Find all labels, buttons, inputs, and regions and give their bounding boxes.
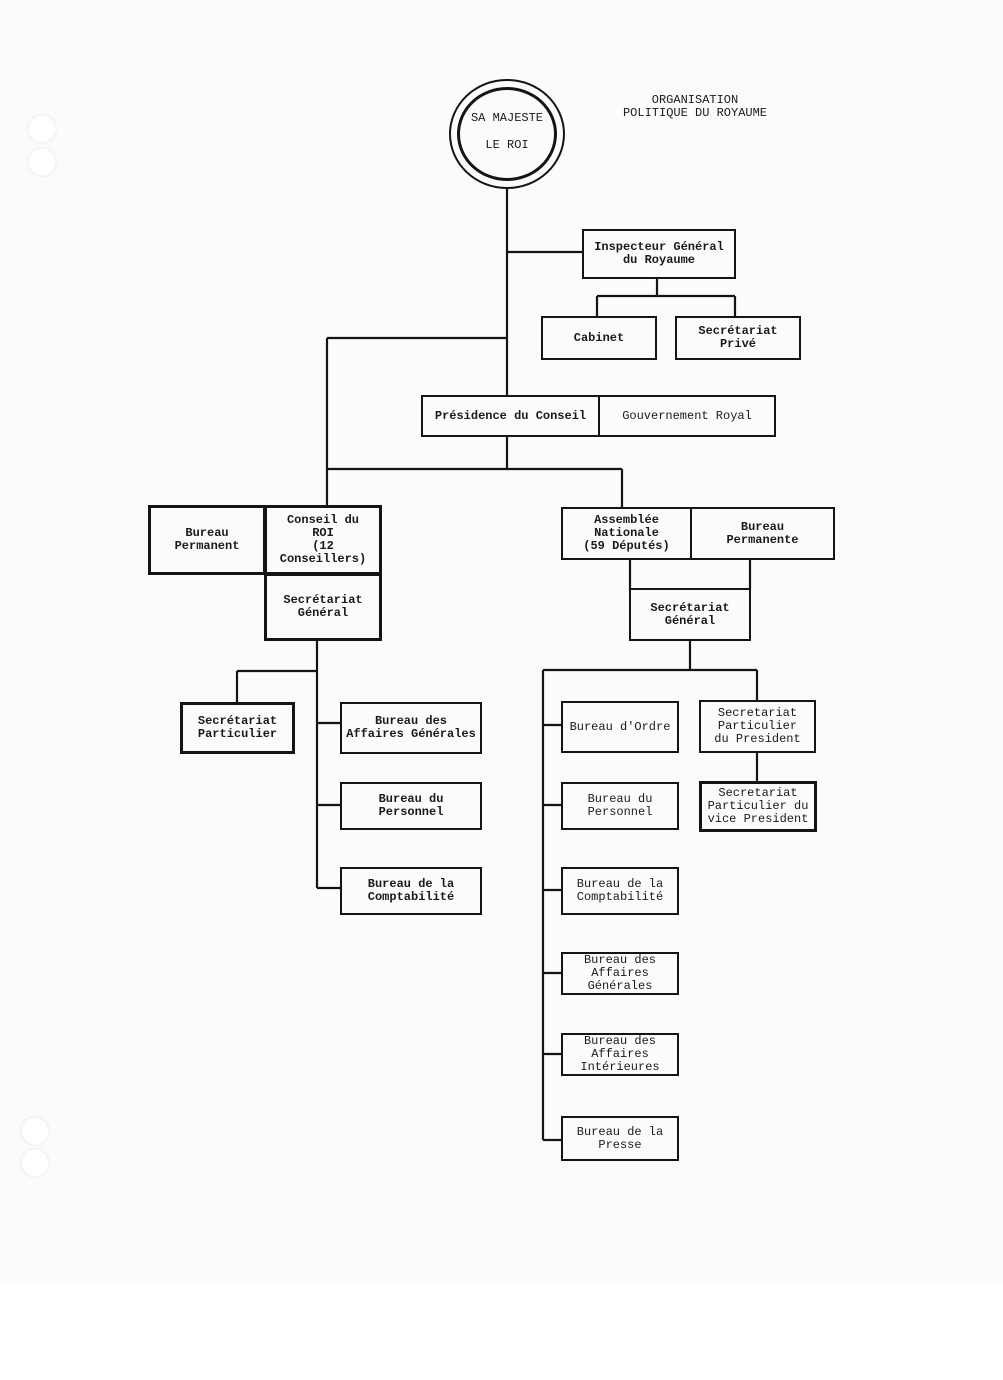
presidence-conseil-box (421, 395, 600, 437)
right-secretariat-general-box (629, 588, 751, 641)
right-personnel-label: Bureau du Personnel (587, 792, 653, 819)
left-secretariat-general-label: Secrétariat Général (283, 593, 363, 620)
king-node (449, 79, 565, 189)
left-personnel-label: Bureau du Personnel (378, 792, 444, 819)
right-affaires-generales-label: Bureau des Affaires Générales (583, 953, 656, 993)
right-secretariat-general-label: Secrétariat Général (650, 600, 730, 628)
sec-particulier-president-box (699, 700, 816, 753)
sec-particulier-vice-president-label: Secretariat Particulier du vice President (707, 786, 809, 826)
bureau-permanente-box (690, 507, 835, 560)
left-comptabilite-label: Bureau de la Comptabilité (367, 877, 455, 904)
bureau-permanente-label: Bureau Permanente (726, 519, 799, 547)
affaires-interieures-box (561, 1033, 679, 1076)
secretariat-particulier-label: Secrétariat Particulier (197, 714, 278, 741)
assemblee-nationale-label: Assemblée Nationale (59 Députés) (583, 513, 670, 553)
sec-particulier-president-label: Secretariat Particulier du President (714, 706, 801, 746)
secretariat-particulier-box (180, 702, 295, 754)
inspecteur-general-label: Inspecteur Général du Royaume (594, 240, 724, 267)
assemblee-nationale-box (561, 507, 692, 560)
cabinet-label: Cabinet (573, 330, 625, 345)
chart-title: ORGANISATION POLITIQUE DU ROYAUME (622, 93, 768, 120)
bureau-permanent-label: Bureau Permanent (174, 526, 240, 553)
bureau-ordre-box (561, 701, 679, 753)
conseil-du-roi-label: Conseil du ROI (12 Conseillers) (279, 513, 367, 566)
gouvernement-royal-box (598, 395, 776, 437)
king-label-line1: SA MAJESTE (470, 111, 543, 125)
right-affaires-generales-box (561, 952, 679, 995)
bureau-ordre-label: Bureau d'Ordre (569, 719, 671, 734)
bureau-presse-box (561, 1116, 679, 1161)
left-affaires-generales-box (340, 702, 482, 754)
king-node-inner-ring (457, 87, 557, 181)
sec-particulier-vice-president-box (699, 781, 817, 832)
left-comptabilite-box (340, 867, 482, 915)
left-personnel-box (340, 782, 482, 830)
bureau-presse-label: Bureau de la Presse (576, 1124, 664, 1152)
secretariat-prive-label: Secrétariat Privé (698, 324, 778, 351)
cabinet-box (541, 316, 657, 360)
inspecteur-general-box (582, 229, 736, 279)
affaires-interieures-label: Bureau des Affaires Intérieures (580, 1034, 660, 1074)
gouvernement-royal-label: Gouvernement Royal (622, 408, 752, 423)
right-comptabilite-label: Bureau de la Comptabilité (576, 877, 664, 904)
presidence-conseil-label: Présidence du Conseil (434, 408, 587, 423)
right-comptabilite-box (561, 867, 679, 915)
right-personnel-box (561, 782, 679, 830)
left-secretariat-general-box (264, 573, 382, 641)
bureau-permanent-box (148, 505, 266, 575)
left-affaires-generales-label: Bureau des Affaires Générales (346, 714, 476, 741)
king-label-line2: LE ROI (485, 138, 529, 152)
conseil-du-roi-box (264, 505, 382, 575)
secretariat-prive-box (675, 316, 801, 360)
